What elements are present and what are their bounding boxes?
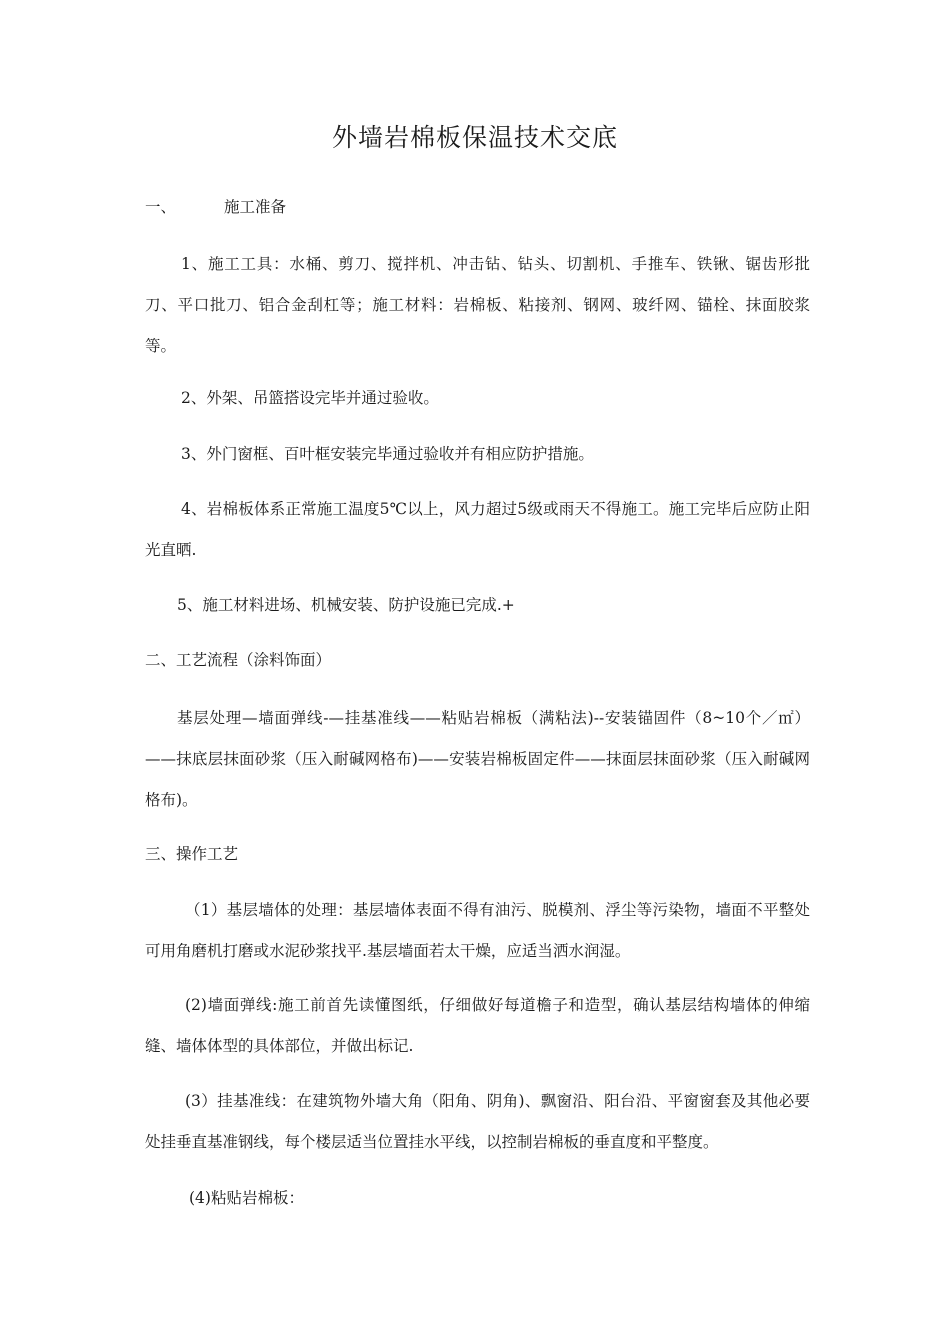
section-3-heading: 三、操作工艺 (145, 845, 239, 863)
prep-item-4: 4、岩棉板体系正常施工温度5℃以上，风力超过5级或雨天不得施工。施工完毕后应防止阳光直晒. (145, 500, 810, 559)
section-2-heading: 二、工艺流程（涂料饰面） (145, 651, 332, 669)
operation-item-3: (3）挂基准线：在建筑物外墙大角（阳角、阴角)、飘窗沿、阳台沿、平窗窗套及其他必要处挂垂直基准钢线，每个楼层适当位置挂水平线，以控制岩棉板的垂直度和平整度。 (145, 1092, 810, 1151)
prep-item-5: 5、施工材料进场、机械安装、防护设施已完成.+ (177, 596, 515, 614)
document-title: 外墙岩棉板保温技术交底 (331, 123, 618, 152)
section-1-title: 施工准备 (224, 198, 287, 216)
operation-item-1: （1）基层墙体的处理：基层墙体表面不得有油污、脱模剂、浮尘等污染物，墙面不平整处可用角磨机打磨或水泥砂浆找平.基层墙面若太干燥，应适当洒水润湿。 (145, 901, 810, 960)
prep-item-1: 1、施工工具：水桶、剪刀、搅拌机、冲击钻、钻头、切割机、手推车、铁锹、锯齿形批刀、平口批刀、铝合金刮杠等；施工材料：岩棉板、粘接剂、钢网、玻纤网、锚栓、抹面胶浆等。 (145, 255, 810, 355)
operation-item-2: (2)墙面弹线:施工前首先读懂图纸，仔细做好每道檐子和造型，确认基层结构墙体的伸缩缝、墙体体型的具体部位，并做出标记. (145, 996, 810, 1055)
section-1-heading (145, 187, 810, 228)
process-flow-paragraph: 基层处理—墙面弹线-—挂基准线——粘贴岩棉板（满粘法)--安装锚固件（8~10个／㎡）——抹底层抹面砂浆（压入耐碱网格布)——安装岩棉板固定件——抹面层抹面砂浆（压入耐碱网格布)。 (145, 709, 810, 809)
operation-item-4: (4)粘贴岩棉板： (189, 1189, 304, 1207)
section-1-number: 一、 (145, 198, 177, 216)
prep-item-2: 2、外架、吊篮搭设完毕并通过验收。 (181, 389, 439, 407)
prep-item-3: 3、外门窗框、百叶框安装完毕通过验收并有相应防护措施。 (181, 445, 594, 463)
